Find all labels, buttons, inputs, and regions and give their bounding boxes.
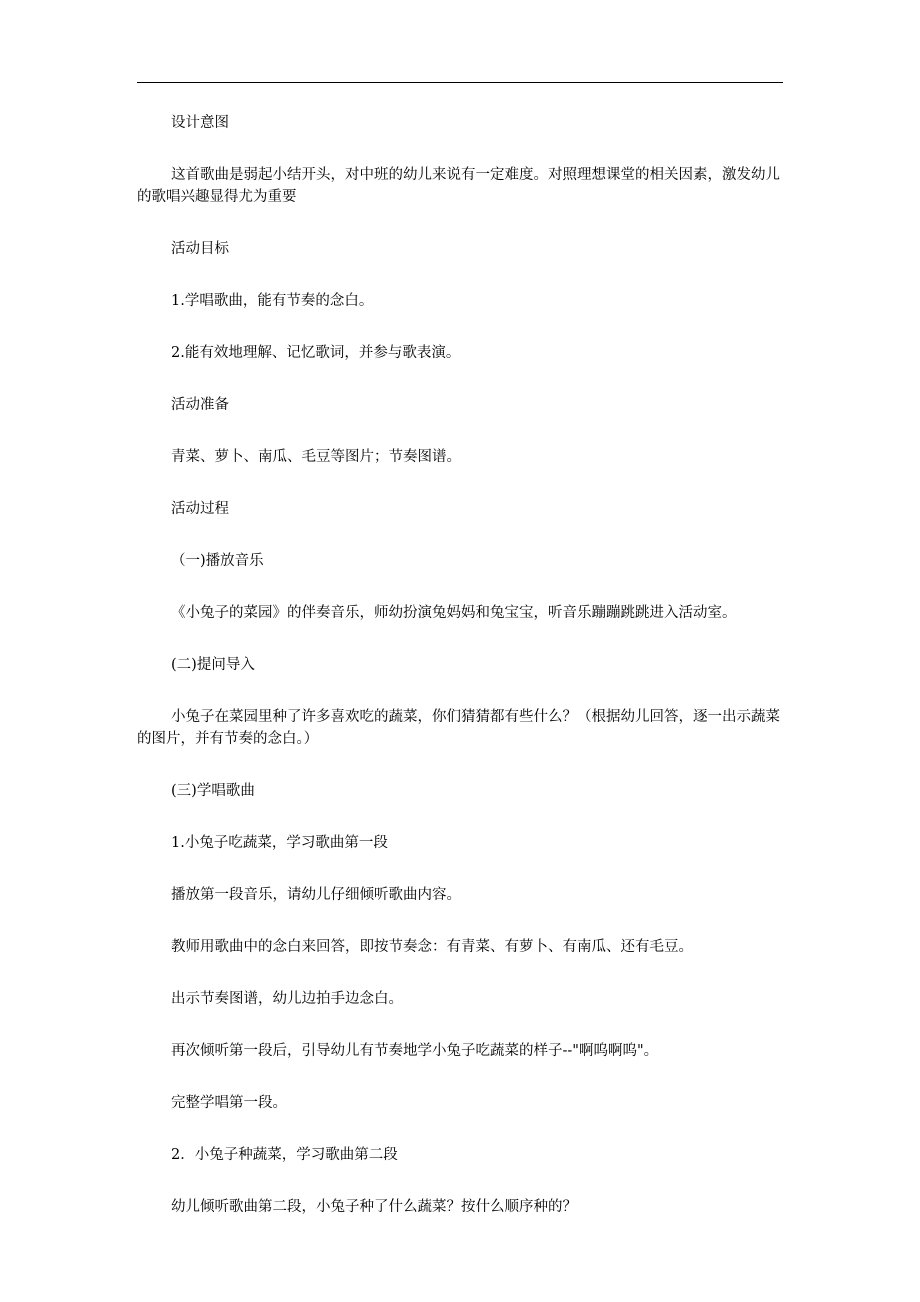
paragraph-design-intent: 这首歌曲是弱起小结开头，对中班的幼儿来说有一定难度。对照理想课堂的相关因素，激发幼儿的歌唱兴趣显得尤为重要 <box>137 167 780 205</box>
header-rule <box>137 82 783 83</box>
document-body <box>137 112 785 1248</box>
heading-activity-preparation: 活动准备 <box>171 397 229 413</box>
paragraph-preparation: 青菜、萝卜、南瓜、毛豆等图片；节奏图谱。 <box>171 449 461 465</box>
sub-step-line-1: 播放第一段音乐，请幼儿仔细倾听歌曲内容。 <box>171 887 461 903</box>
step-heading-1: （一)播放音乐 <box>171 553 264 569</box>
step-paragraph-1: 《小兔子的菜园》的伴奏音乐，师幼扮演兔妈妈和兔宝宝，听音乐蹦蹦跳跳进入活动室。 <box>171 605 737 621</box>
heading-activity-goals: 活动目标 <box>171 241 229 257</box>
step-heading-2: (二)提问导入 <box>171 657 255 673</box>
sub-step-line-3: 出示节奏图谱，幼儿边拍手边念白。 <box>171 991 403 1007</box>
heading-design-intent: 设计意图 <box>171 115 229 131</box>
sub-step-heading-2: 2．小兔子种蔬菜，学习歌曲第二段 <box>171 1147 398 1163</box>
step-paragraph-2: 小兔子在菜园里种了许多喜欢吃的蔬菜，你们猜猜都有些什么？（根据幼儿回答，逐一出示蔬菜的图片，并有节奏的念白。） <box>137 709 780 747</box>
step-heading-3: (三)学唱歌曲 <box>171 783 255 799</box>
goal-item-2: 2.能有效地理解、记忆歌词，并参与歌表演。 <box>171 345 461 361</box>
heading-activity-process: 活动过程 <box>171 501 229 517</box>
sub-step-line-4: 再次倾听第一段后，引导幼儿有节奏地学小兔子吃蔬菜的样子--"啊呜啊呜"。 <box>171 1043 659 1059</box>
sub-step-line-2: 教师用歌曲中的念白来回答，即按节奏念：有青菜、有萝卜、有南瓜、还有毛豆。 <box>171 939 693 955</box>
sub-step-heading-1: 1.小兔子吃蔬菜，学习歌曲第一段 <box>171 835 388 851</box>
sub-step-line-6: 幼儿倾听歌曲第二段，小兔子种了什么蔬菜？按什么顺序种的？ <box>171 1199 577 1215</box>
goal-item-1: 1.学唱歌曲，能有节奏的念白。 <box>171 293 374 309</box>
sub-step-line-5: 完整学唱第一段。 <box>171 1095 287 1111</box>
